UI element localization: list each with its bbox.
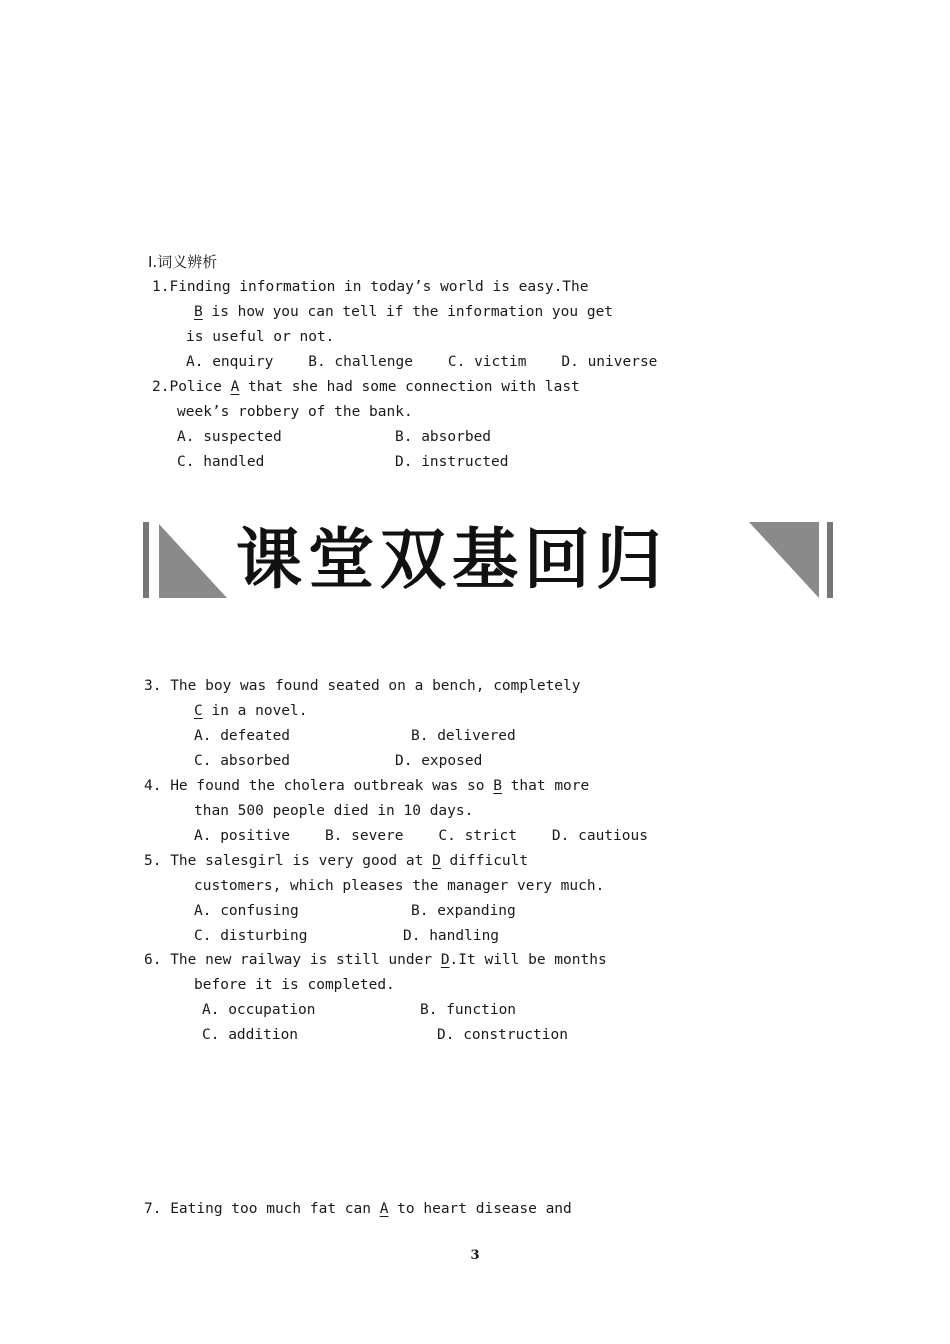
q5-option-c: C. disturbing [194, 928, 308, 944]
q4-answer: B [493, 778, 502, 794]
q4-line2: than 500 people died in 10 days. [194, 803, 474, 819]
q3-option-b: B. delivered [411, 728, 516, 744]
q2-post: that she had some connection with last [239, 379, 580, 395]
q2-option-d: D. instructed [395, 454, 509, 470]
q2-line2: week’s robbery of the bank. [177, 404, 413, 420]
q5-line2: customers, which pleases the manager very much. [194, 878, 605, 894]
q7-post: to heart disease and [388, 1201, 572, 1217]
banner-left-triangle [159, 524, 227, 598]
section-heading: Ⅰ.词义辨析 [148, 253, 218, 271]
q4-post: that more [501, 778, 590, 794]
q6-option-d: D. construction [437, 1027, 568, 1043]
banner-right-triangle [749, 522, 819, 598]
q5-answer: D [432, 853, 441, 869]
q1-options: A. enquiry B. challenge C. victim D. universe [186, 354, 658, 370]
q3-option-a: A. defeated [194, 728, 291, 744]
q6-option-a: A. occupation [202, 1002, 316, 1018]
q3-post: in a novel. [202, 703, 308, 719]
q2-line1 [152, 377, 580, 397]
q5-line1 [144, 851, 528, 871]
q2-answer: A [230, 379, 240, 395]
q6-option-c: C. addition [202, 1027, 299, 1043]
q6-post: .It will be months [449, 952, 607, 968]
q5-pre: 5. The salesgirl is very good at [144, 853, 433, 869]
q5-post: difficult [440, 853, 529, 869]
q6-answer: D [440, 952, 450, 968]
q7-pre: 7. Eating too much fat can [144, 1201, 380, 1217]
q1-answer: B [194, 304, 203, 320]
q1-line2 [194, 302, 613, 322]
q4-line1 [144, 776, 589, 796]
q3-answer: C [194, 703, 203, 719]
banner-left-bar [143, 522, 149, 598]
q7-answer: A [379, 1201, 389, 1217]
q1-line1: 1.Finding information in today’s world is easy.The [152, 279, 589, 295]
q5-option-d: D. handling [403, 928, 500, 944]
banner-right-bar [827, 522, 833, 598]
q6-line1 [144, 950, 607, 970]
q7-line1 [144, 1199, 572, 1219]
q3-line1: 3. The boy was found seated on a bench, completely [144, 678, 581, 694]
q2-option-b: B. absorbed [395, 429, 492, 445]
q1-line3: is useful or not. [186, 329, 335, 345]
q3-option-d: D. exposed [395, 753, 483, 769]
q5-option-b: B. expanding [411, 903, 516, 919]
banner-title: 课堂双基回归 [236, 521, 668, 598]
q4-pre: 4. He found the cholera outbreak was so [144, 778, 494, 794]
q4-options: A. positive B. severe C. strict D. cautious [194, 828, 648, 844]
q2-option-a: A. suspected [177, 429, 282, 445]
q3-option-c: C. absorbed [194, 753, 291, 769]
page-number: 3 [470, 1248, 480, 1263]
q2-pre: 2.Police [152, 379, 231, 395]
q3-line2 [194, 701, 308, 721]
q1-line2-text: is how you can tell if the information you get [202, 304, 614, 320]
q6-option-b: B. function [420, 1002, 517, 1018]
q6-line2: before it is completed. [194, 977, 395, 993]
q5-option-a: A. confusing [194, 903, 299, 919]
q6-pre: 6. The new railway is still under [144, 952, 441, 968]
q2-option-c: C. handled [177, 454, 265, 470]
